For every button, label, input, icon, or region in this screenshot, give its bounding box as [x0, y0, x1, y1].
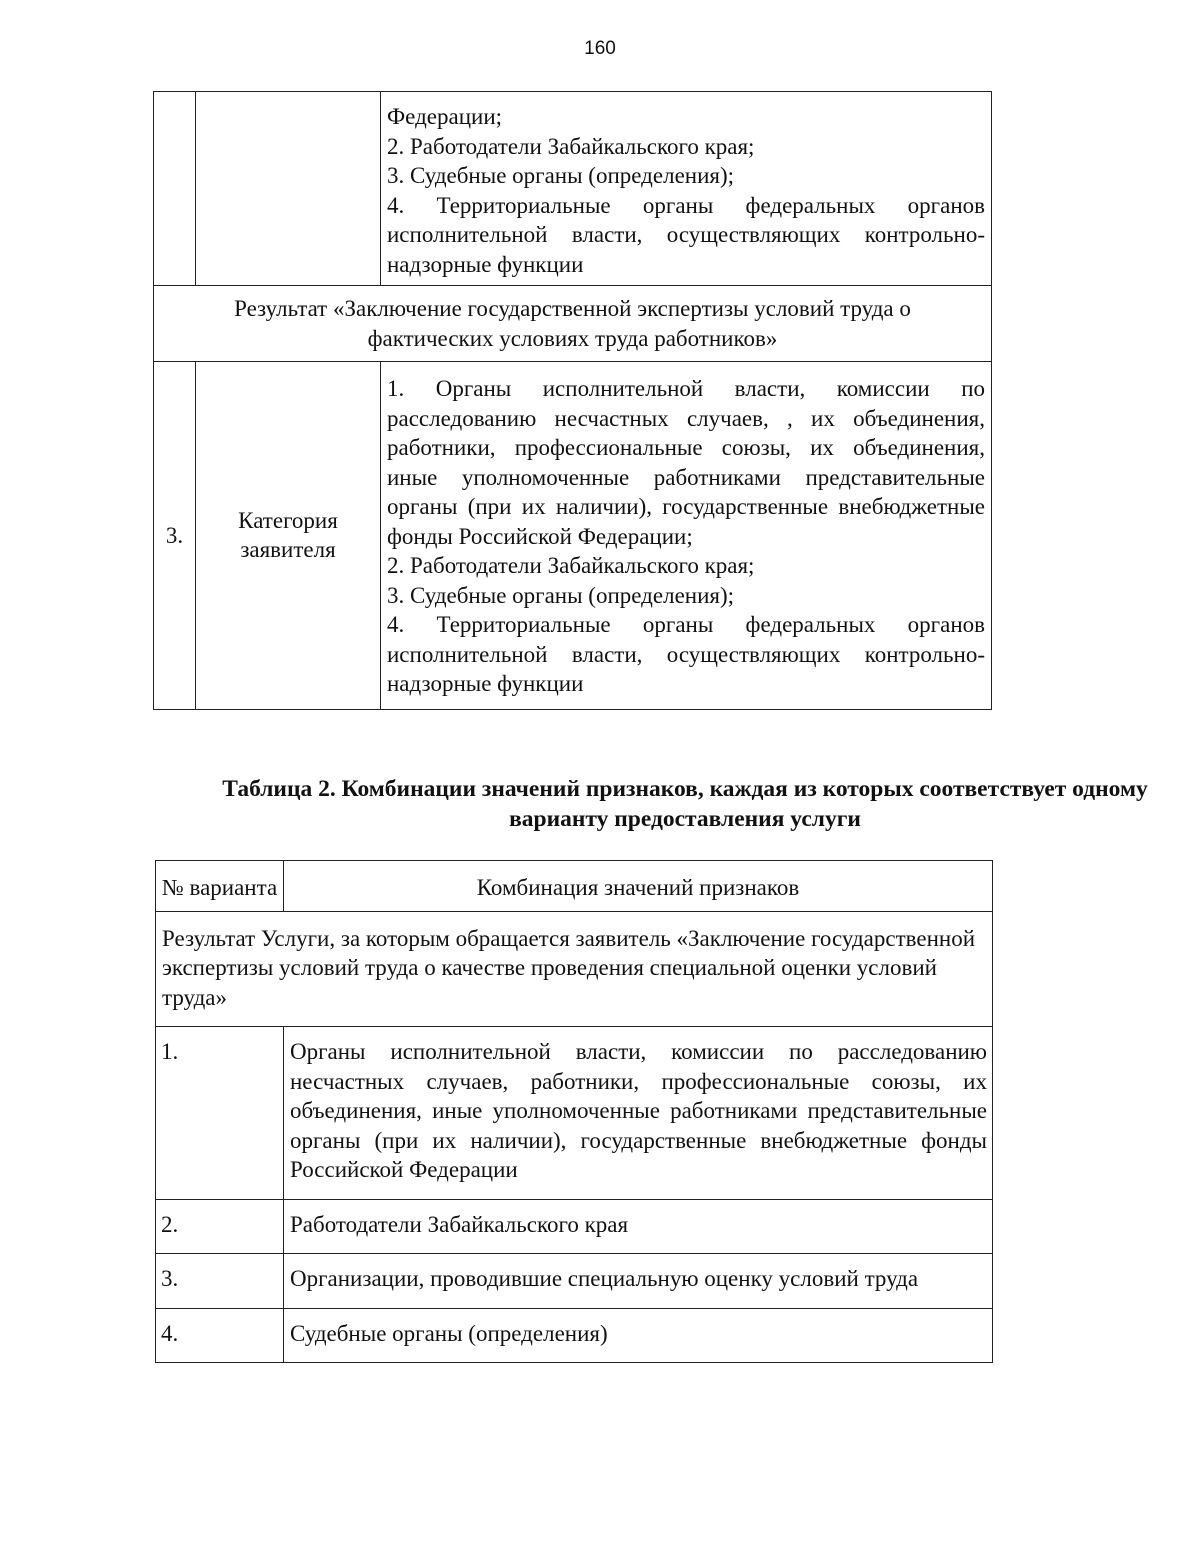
applicant-list-cell	[381, 362, 992, 710]
result-heading-cell: Результат Услуги, за которым обращается заявитель «Заключение государственной экспертизы условий труда о качестве проведения специальной оценки условий труда»	[156, 911, 993, 1027]
result-heading-cell: Результат «Заключение государственной экспертизы условий труда о фактических условиях труда работников»	[154, 286, 992, 362]
category-label: Категория заявителя	[196, 362, 381, 710]
table-header-row	[156, 861, 993, 912]
table-row	[156, 1199, 993, 1254]
table-row	[156, 1254, 993, 1309]
list-item: 4. Территориальные органы федеральных органов исполнительной власти, осуществляющих контрольно-надзорные функции	[387, 192, 985, 277]
variant-number: 4.	[156, 1308, 284, 1363]
row-number: 3.	[154, 362, 196, 710]
table-row	[154, 92, 992, 286]
list-item: 3. Судебные органы (определения);	[387, 582, 735, 608]
list-item: 2. Работодатели Забайкальского края;	[387, 133, 755, 159]
list-item: 1. Органы исполнительной власти, комиссии по расследованию несчастных случаев, , их объединения, работники, профессиональные союзы, их объединения, иные уполномоченные работниками представительные органы (при их наличии), государственные внебюджетные фонды Российской Федерации;	[387, 376, 985, 549]
header-variant-number: № варианта	[156, 861, 284, 912]
header-combination: Комбинация значений признаков	[284, 861, 993, 912]
variant-combination: Работодатели Забайкальского края	[284, 1199, 993, 1254]
list-item: 4. Территориальные органы федеральных органов исполнительной власти, осуществляющих контрольно-надзорные функции	[387, 612, 985, 696]
table-2-variants	[155, 860, 993, 1363]
table-row	[156, 1308, 993, 1363]
category-cell	[196, 92, 381, 286]
table-2-title: Таблица 2. Комбинации значений признаков, каждая из которых соответствует одному варианту предоставления услуги	[222, 776, 1148, 832]
page-number: 160	[584, 38, 616, 59]
list-item: 3. Судебные органы (определения);	[387, 163, 735, 188]
table-1-continuation	[153, 91, 992, 710]
variant-combination: Организации, проводившие специальную оценку условий труда	[284, 1254, 993, 1309]
table-row	[154, 286, 992, 362]
variant-combination: Судебные органы (определения)	[284, 1308, 993, 1363]
variant-number: 2.	[156, 1199, 284, 1254]
row-number-cell	[154, 92, 196, 286]
table-row	[156, 1027, 993, 1200]
list-item: 2. Работодатели Забайкальского края;	[387, 553, 755, 578]
applicant-list-cell	[381, 92, 992, 286]
variant-number: 3.	[156, 1254, 284, 1309]
table-row	[156, 911, 993, 1027]
list-item: Федерации;	[387, 104, 503, 129]
variant-combination: Органы исполнительной власти, комиссии по расследованию несчастных случаев, работники, профессиональные союзы, их объединения, иные уполномоченные работниками представительные органы (при их наличии), государственные внебюджетные фонды Российской Федерации	[284, 1027, 993, 1200]
table-row	[154, 362, 992, 710]
variant-number: 1.	[156, 1027, 284, 1200]
